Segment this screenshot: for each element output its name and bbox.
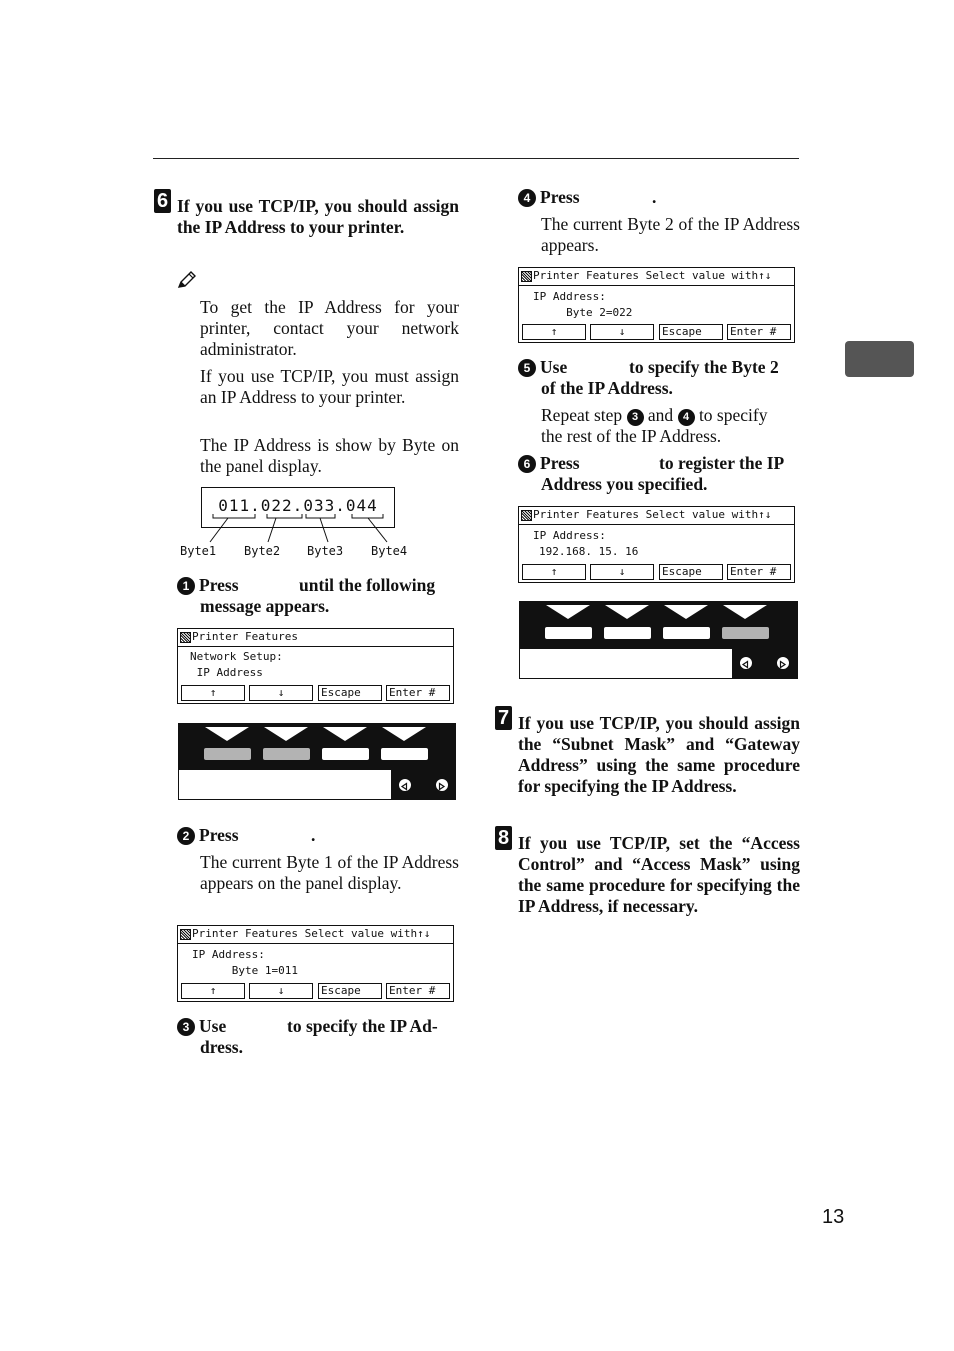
lcd2-line2: IP Address: xyxy=(192,948,265,961)
lcd3-line3: Byte 2=022 xyxy=(533,306,633,319)
lcd4-key-up[interactable]: ↑ xyxy=(522,564,586,580)
panel-icon xyxy=(521,271,532,282)
lcd4-line1: Printer Features Select value with↑↓ xyxy=(533,508,772,521)
lcd4-key-down[interactable]: ↓ xyxy=(590,564,654,580)
lcd3-key-down[interactable]: ↓ xyxy=(590,324,654,340)
substep-4-press: Press xyxy=(540,187,580,207)
step-6-number: 6 xyxy=(154,189,171,213)
substep-3-use: Use xyxy=(199,1016,227,1036)
substep-6-press: Press xyxy=(540,453,580,473)
step-7-text: If you use TCP/IP, you should assign the “Subnet Mask” and “Gateway Address” using the same procedure for specifying the IP Address. xyxy=(518,713,800,796)
lcd4-key-enter[interactable]: Enter # xyxy=(727,564,791,580)
byte-label-2: Byte2 xyxy=(244,544,281,558)
substep-1-press: Press xyxy=(199,575,239,595)
lcd2-key-up[interactable]: ↑ xyxy=(181,983,245,999)
panel-display-2 xyxy=(177,925,454,1002)
left-arrow-icon xyxy=(739,656,753,670)
pencil-icon xyxy=(177,270,197,290)
panel-icon xyxy=(180,632,191,643)
right-arrow-icon xyxy=(435,778,449,792)
substep-2 xyxy=(177,825,459,846)
substep-5-number: 5 xyxy=(518,359,536,377)
panel-display-3 xyxy=(518,267,795,343)
substep-3-rest: to specify the IP Ad- xyxy=(287,1016,438,1036)
byte-brackets xyxy=(180,512,440,546)
selection-key-4 xyxy=(722,627,769,639)
panel-icon xyxy=(521,510,532,521)
byte-label-4: Byte4 xyxy=(371,544,408,558)
substep-1 xyxy=(177,575,459,596)
lcd3-key-escape[interactable]: Escape xyxy=(659,324,723,340)
panel-display-4 xyxy=(518,506,795,583)
lcd1-line2: Network Setup: xyxy=(190,650,283,663)
selection-key-3 xyxy=(322,748,369,760)
substep-6 xyxy=(518,453,800,474)
lcd1-line3: IP Address xyxy=(190,666,263,679)
substep-1-line2: message appears. xyxy=(200,596,330,616)
header-rule xyxy=(153,158,799,159)
panel-display-1 xyxy=(177,628,454,704)
step-7-number: 7 xyxy=(495,706,512,730)
selection-key-3 xyxy=(663,627,710,639)
step-8-number: 8 xyxy=(495,826,512,850)
step-8-text: If you use TCP/IP, set the “Access Control” and “Access Mask” using the same procedure for specifying the IP Address, if necessary. xyxy=(518,833,800,916)
lcd2-key-enter[interactable]: Enter # xyxy=(386,983,450,999)
step-ref-4: 4 xyxy=(678,409,695,426)
substep-5-rest: to specify the Byte 2 xyxy=(629,357,779,377)
page-number: 13 xyxy=(822,1206,845,1228)
lcd1-key-up[interactable]: ↑ xyxy=(181,685,245,701)
selection-key-2 xyxy=(263,748,310,760)
selection-key-1 xyxy=(204,748,251,760)
substep-5-body-c: the rest of the IP Address. xyxy=(541,426,722,446)
substep-2-period: . xyxy=(311,825,316,845)
substep-3 xyxy=(177,1016,459,1037)
substep-5-and: and xyxy=(647,405,674,425)
substep-6-number: 6 xyxy=(518,455,536,473)
substep-1-number: 1 xyxy=(177,577,195,595)
substep-2-press: Press xyxy=(199,825,239,845)
selection-key-4 xyxy=(381,748,428,760)
substep-1-rest: until the following xyxy=(299,575,436,595)
lcd3-line2: IP Address: xyxy=(533,290,606,303)
lcd3-line1: Printer Features Select value with↑↓ xyxy=(533,269,772,282)
lcd1-key-down[interactable]: ↓ xyxy=(249,685,313,701)
substep-4 xyxy=(518,187,800,208)
lcd2-key-escape[interactable]: Escape xyxy=(318,983,382,999)
ip-address-example: 011.022.033.044 xyxy=(201,487,395,528)
substep-2-number: 2 xyxy=(177,827,195,845)
byte-label-1: Byte1 xyxy=(180,544,217,558)
substep-5-body xyxy=(541,405,800,426)
byte-label-3: Byte3 xyxy=(307,544,344,558)
right-arrow-icon xyxy=(776,656,790,670)
selection-key-2 xyxy=(604,627,651,639)
substep-5-use: Use xyxy=(540,357,568,377)
keypad-illustration-1 xyxy=(178,723,456,800)
substep-5-body-b: to specify xyxy=(698,405,768,425)
substep-6-rest: to register the IP xyxy=(659,453,785,473)
substep-5 xyxy=(518,357,800,378)
lcd2-key-down[interactable]: ↓ xyxy=(249,983,313,999)
lcd4-key-escape[interactable]: Escape xyxy=(659,564,723,580)
lcd3-key-up[interactable]: ↑ xyxy=(522,324,586,340)
lcd1-key-enter[interactable]: Enter # xyxy=(386,685,450,701)
lcd2-line3: Byte 1=011 xyxy=(192,964,298,977)
substep-5-line2: of the IP Address. xyxy=(541,378,673,398)
panel-icon xyxy=(180,929,191,940)
substep-3-number: 3 xyxy=(177,1018,195,1036)
selection-key-1 xyxy=(545,627,592,639)
substep-4-body: The current Byte 2 of the IP Address appears. xyxy=(541,214,800,255)
note-paragraph-2: If you use TCP/IP, you must assign an IP Address to your printer. xyxy=(200,366,459,407)
note-paragraph-1: To get the IP Address for your printer, contact your network administrator. xyxy=(200,297,459,359)
substep-5-body-a: Repeat step xyxy=(541,405,623,425)
step-6-text: If you use TCP/IP, you should assign the IP Address to your printer. xyxy=(177,196,459,237)
keypad-illustration-2 xyxy=(519,601,798,679)
substep-4-period: . xyxy=(652,187,657,207)
left-arrow-icon xyxy=(398,778,412,792)
note-paragraph-3: The IP Address is show by Byte on the panel display. xyxy=(200,435,459,476)
lcd3-key-enter[interactable]: Enter # xyxy=(727,324,791,340)
step-ref-3: 3 xyxy=(627,409,644,426)
substep-4-number: 4 xyxy=(518,189,536,207)
lcd2-line1: Printer Features Select value with↑↓ xyxy=(192,927,431,940)
lcd1-key-escape[interactable]: Escape xyxy=(318,685,382,701)
substep-6-line2: Address you specified. xyxy=(541,474,708,494)
substep-2-body: The current Byte 1 of the IP Address appears on the panel display. xyxy=(200,852,459,893)
chapter-tab xyxy=(845,341,914,377)
substep-3-line2: dress. xyxy=(200,1037,243,1057)
lcd4-line2: IP Address: xyxy=(533,529,606,542)
lcd4-line3: 192.168. 15. 16 xyxy=(539,545,639,558)
lcd1-line1: Printer Features xyxy=(192,630,298,643)
